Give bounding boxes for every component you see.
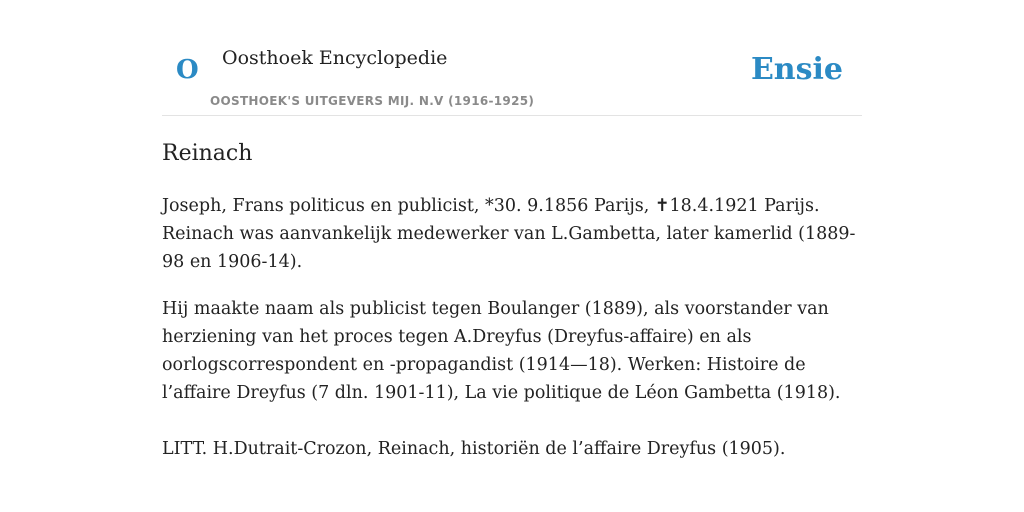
site-header xyxy=(162,0,862,116)
entry-card xyxy=(162,0,862,512)
ensie-brand-logo[interactable]: Ensie xyxy=(750,52,843,87)
entry-title: Reinach xyxy=(162,141,253,166)
entry-literature: LITT. H.Dutrait-Crozon, Reinach, historiën de l’affaire Dreyfus (1905). xyxy=(162,439,786,459)
site-title-link[interactable]: Oosthoek Encyclopedie xyxy=(222,47,448,69)
oosthoek-logo[interactable]: O xyxy=(176,55,199,85)
entry-paragraph-2: Hij maakte naam als publicist tegen Boulanger (1889), als voorstander van herziening van het proces tegen A.Dreyfus (Dreyfus-affaire) en als oorlogscorrespondent en -propagandist (1914—18). Werken: Histoire de l’affaire Dreyfus (7 dln. 1901-11), La vie politique de Léon Gambetta (1918). xyxy=(162,299,841,403)
entry-paragraph-1: Joseph, Frans politicus en publicist, *30. 9.1856 Parijs, ✝18.4.1921 Parijs. Reinach was aanvankelijk medewerker van L.Gambetta, later kamerlid (1889-98 en 1906-14). xyxy=(162,196,856,272)
publisher-subtitle: OOSTHOEK'S UITGEVERS MIJ. N.V (1916-1925) xyxy=(210,94,535,108)
